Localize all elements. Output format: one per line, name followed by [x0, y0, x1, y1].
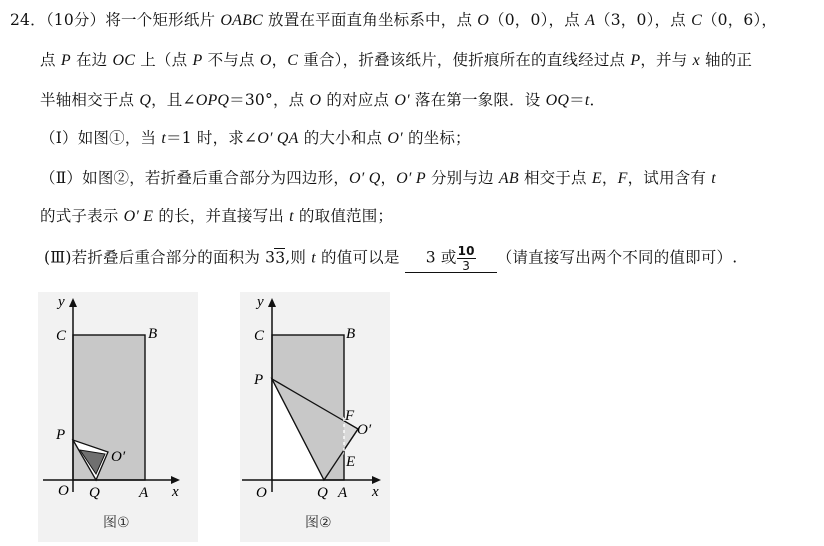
text: （Ⅰ）如图①，当 [40, 129, 162, 147]
part-2-line-1 [40, 166, 716, 188]
math-var: C [287, 52, 299, 69]
math-var: t [161, 130, 167, 147]
label-o: O [256, 485, 267, 501]
math-var: OPQ [195, 92, 230, 109]
text: 的大小和点 [298, 129, 388, 147]
math-var: O′ P [396, 170, 426, 187]
math-var: P [60, 52, 71, 69]
sqrt-radicand: 3 [275, 248, 286, 267]
math-var: O [477, 12, 490, 29]
label-o-prime: O′ [357, 422, 372, 438]
text: 的取值范围； [293, 207, 394, 225]
text: 点 [40, 51, 61, 69]
math-var: OC [112, 52, 136, 69]
text: 重合），折叠该纸片，使折痕所在的直线经过点 [298, 51, 631, 69]
text: 相交于点 [518, 169, 592, 187]
math-var: OABC [220, 12, 263, 29]
math-var: O [259, 52, 272, 69]
answer-text: 3 或 [425, 248, 457, 267]
math-var: t [311, 249, 316, 267]
text: （0，0），点 [489, 11, 586, 29]
label-o: O [58, 483, 69, 499]
problem-number: 24． [10, 11, 46, 29]
text: （0，6）， [701, 11, 778, 29]
label-a: A [139, 485, 149, 501]
math-var: F [617, 170, 628, 187]
math-var: Q [139, 92, 152, 109]
figure-1 [38, 292, 198, 542]
math-var: C [691, 12, 702, 29]
text: ， [380, 169, 397, 187]
text: （Ⅱ）如图②，若折叠后重合部分为四边形， [40, 169, 350, 187]
label-c: C [254, 328, 265, 344]
part-1 [40, 126, 471, 148]
label-f: F [345, 408, 355, 424]
text: 轴的正 [699, 51, 753, 69]
math-var: O [309, 92, 322, 109]
math-var: O′ E [123, 208, 154, 225]
label-x: x [372, 484, 379, 500]
text: ，试用含有 [627, 169, 712, 187]
label-p: P [254, 372, 264, 388]
figure-2 [240, 292, 390, 542]
problem-line-1 [10, 8, 777, 30]
fraction-numerator: 10 [457, 244, 475, 258]
figure-2-caption: 图② [305, 515, 332, 531]
text: （3，0），点 [595, 11, 692, 29]
answer-blank [405, 245, 497, 273]
math-var: x [692, 52, 700, 69]
math-var: AB [498, 170, 519, 187]
text: ，并与 [640, 51, 693, 69]
text: 的对应点 [321, 91, 395, 109]
text: ， [271, 51, 288, 69]
math-var: t [584, 92, 590, 109]
label-e: E [346, 454, 356, 470]
text: 的值可以是 [315, 248, 400, 267]
math-var: t [289, 208, 294, 225]
text: (Ⅲ)若折叠后重合部分的面积为 3 [44, 248, 276, 267]
answer-fraction [457, 245, 476, 272]
text: 将一个矩形纸片 [105, 11, 221, 29]
text: 落在第一象限．设 [409, 91, 546, 109]
label-b: B [346, 326, 356, 342]
math-var: O′ [387, 130, 403, 147]
text: （请直接写出两个不同的值即可）. [496, 248, 738, 267]
math-var: P [192, 52, 203, 69]
label-x: x [172, 484, 179, 500]
math-var: O′ Q [349, 170, 381, 187]
fraction-denominator: 3 [462, 259, 471, 273]
label-b: B [148, 326, 158, 342]
label-y: y [58, 294, 65, 310]
figure-1-caption: 图① [103, 515, 130, 531]
math-var: E [591, 170, 602, 187]
label-p: P [56, 427, 66, 443]
math-var: OQ [545, 92, 570, 109]
text: ＝ [569, 91, 585, 109]
math-var: P [630, 52, 641, 69]
text: 分别与边 [425, 169, 499, 187]
math-var: O′ QA [257, 130, 299, 147]
label-o-prime: O′ [111, 449, 126, 465]
math-var: t [711, 170, 716, 187]
text: 的坐标； [402, 129, 471, 147]
text: 不与点 [202, 51, 260, 69]
text: 放置在平面直角坐标系中，点 [262, 11, 478, 29]
text: 的式子表示 [40, 207, 124, 225]
part-2-line-2 [40, 204, 393, 226]
math-var: A [585, 12, 596, 29]
text: 的长，并直接写出 [153, 207, 290, 225]
text: ， [601, 169, 618, 187]
text: ，且∠ [151, 91, 196, 109]
label-y: y [257, 294, 264, 310]
text: ＝30°，点 [229, 91, 310, 109]
text: ． [589, 91, 606, 109]
label-q: Q [317, 485, 328, 501]
text: 半轴相交于点 [40, 91, 140, 109]
problem-line-3 [40, 88, 605, 110]
label-c: C [56, 328, 67, 344]
problem-points: （10分） [45, 11, 106, 29]
label-a: A [338, 485, 348, 501]
part-3 [44, 245, 737, 273]
label-q: Q [89, 485, 100, 501]
text: ,则 [285, 248, 312, 267]
text: ＝1 时，求∠ [166, 129, 258, 147]
text: 在边 [70, 51, 113, 69]
problem-line-2 [40, 48, 752, 70]
text: 上（点 [135, 51, 193, 69]
math-var: O′ [394, 92, 410, 109]
